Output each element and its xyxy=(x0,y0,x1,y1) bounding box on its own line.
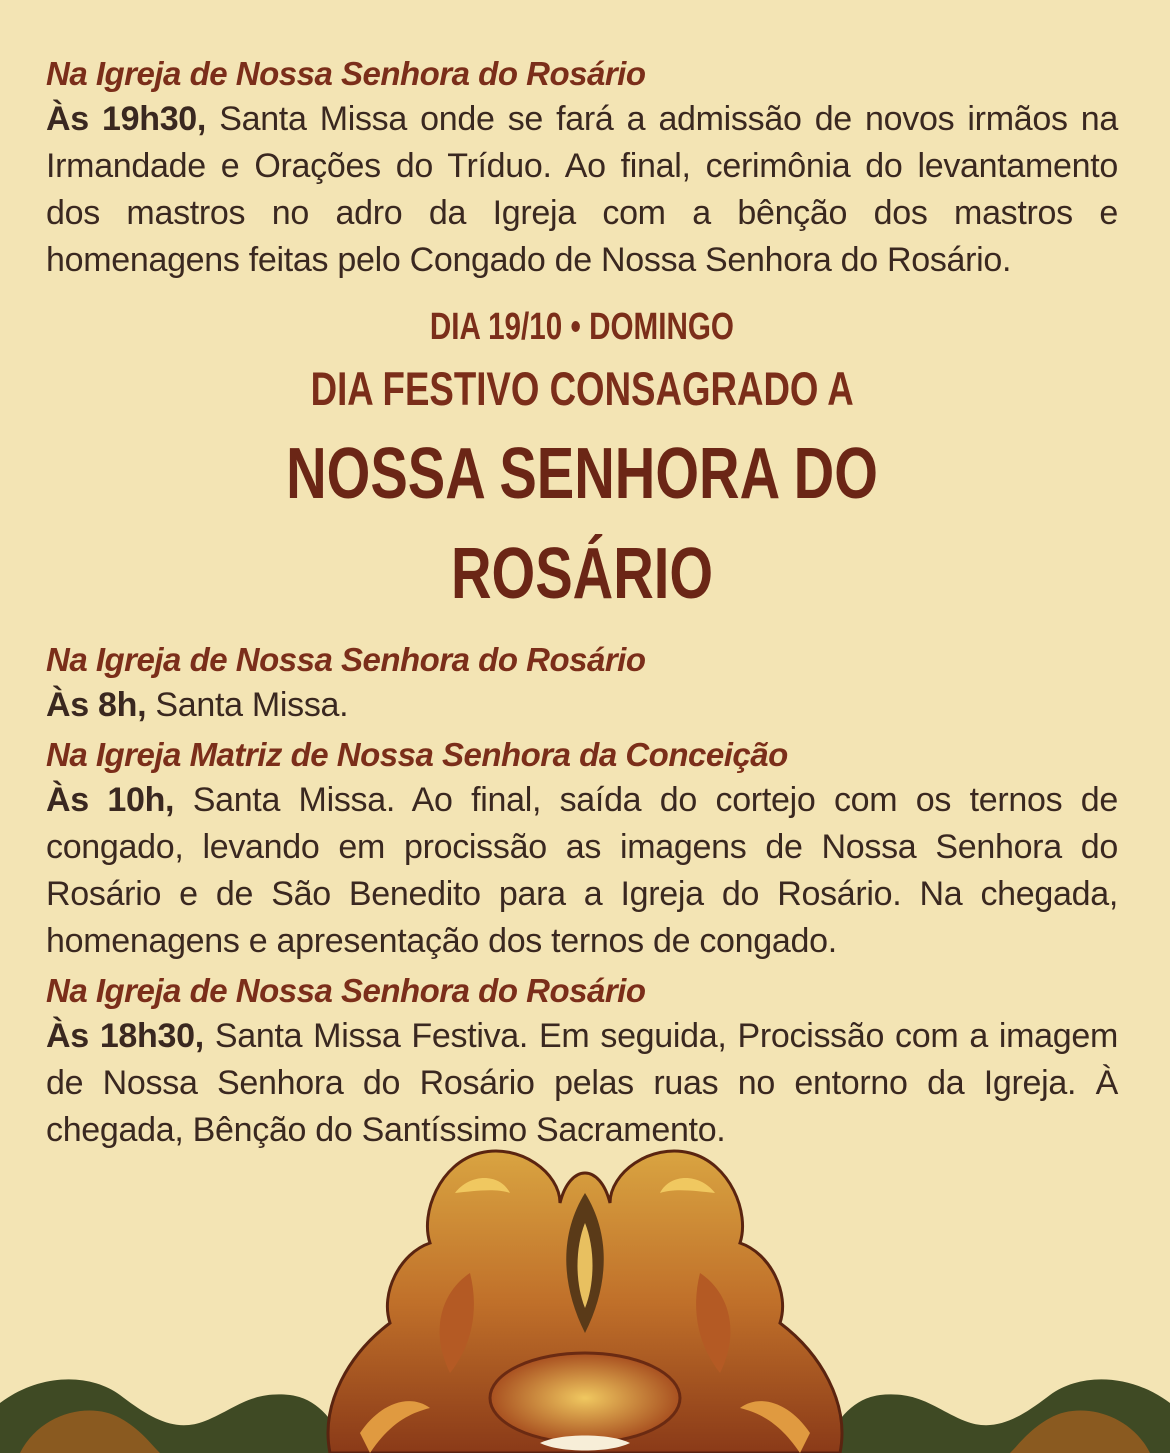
baroque-ornament-image xyxy=(0,1133,1170,1453)
program-content xyxy=(46,52,1118,1158)
event-description xyxy=(46,777,1118,965)
event-block-8h xyxy=(46,638,1118,729)
event-time: Às 8h, xyxy=(46,686,147,724)
day-date: DIA 19/10 • DOMINGO xyxy=(429,306,735,348)
event-block-10h xyxy=(46,733,1118,965)
event-time: Às 18h30, xyxy=(46,1017,204,1055)
event-block-19h30 xyxy=(46,52,1118,284)
venue-title: Na Igreja de Nossa Senhora do Rosário xyxy=(46,641,646,678)
venue-title: Na Igreja de Nossa Senhora do Rosário xyxy=(46,972,646,1009)
venue-title: Na Igreja Matriz de Nossa Senhora da Conceição xyxy=(46,736,788,773)
event-text: Santa Missa. xyxy=(146,686,349,724)
event-text: Santa Missa onde se fará a admissão de novos irmãos na Irmandade e Orações do Tríduo. Ao final, cerimônia do levantamento dos mastros no adro da Igreja com a bênção dos mastros e homenagens feitas pelo Congado de Nossa Senhora do Rosário. xyxy=(46,100,1119,279)
day-title: NOSSA SENHORA DO ROSÁRIO xyxy=(286,434,878,614)
event-time: Às 10h, xyxy=(46,781,175,819)
event-description xyxy=(46,96,1118,284)
venue-title: Na Igreja de Nossa Senhora do Rosário xyxy=(46,55,646,92)
event-text: Santa Missa Festiva. Em seguida, Procissão com a imagem de Nossa Senhora do Rosário pelas ruas no entorno da Igreja. À chegada, Bênção do Santíssimo Sacramento. xyxy=(46,1017,1119,1149)
day-subtitle: DIA FESTIVO CONSAGRADO A xyxy=(310,362,854,415)
event-description xyxy=(46,682,1118,729)
day-heading xyxy=(46,298,1118,624)
event-text: Santa Missa. Ao final, saída do cortejo com os ternos de congado, levando em procissão as imagens de Nossa Senhora do Rosário e de São Benedito para a Igreja do Rosário. Na chegada, homenagens e apresentação dos ternos de congado. xyxy=(46,781,1119,960)
event-block-18h30 xyxy=(46,969,1118,1154)
event-time: Às 19h30, xyxy=(46,100,207,138)
